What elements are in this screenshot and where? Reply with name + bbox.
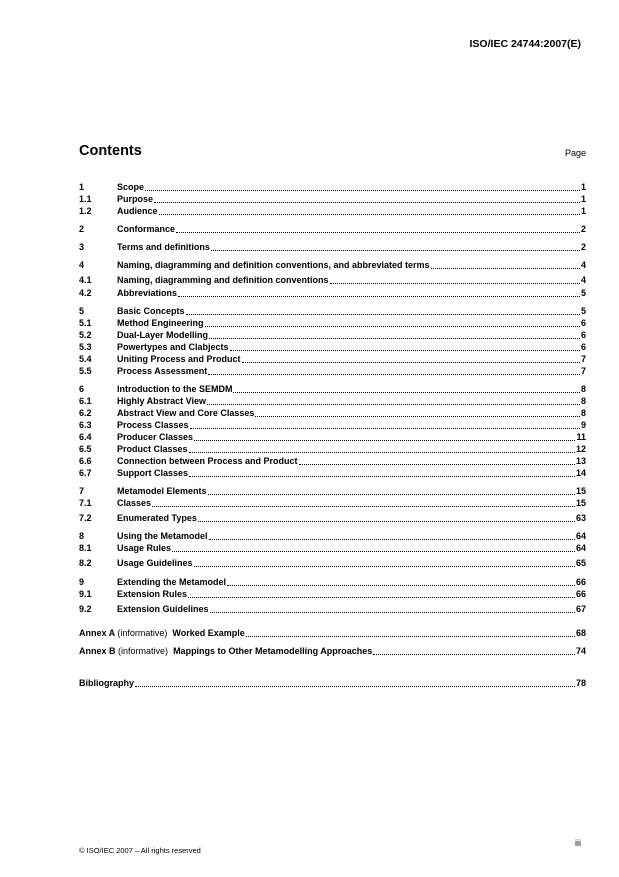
dot-leader: [188, 597, 575, 598]
toc-entry-page: 7: [580, 366, 586, 376]
toc-entry-number: 5: [79, 306, 85, 316]
dot-leader: [255, 416, 580, 417]
dot-leader: [246, 636, 575, 637]
annex-informative-note: (informative): [118, 646, 169, 656]
toc-entry-number: 9.1: [79, 589, 92, 599]
toc-entry[interactable]: [79, 443, 586, 455]
toc-entry-number: 6.3: [79, 420, 92, 430]
bibliography-entry[interactable]: [79, 677, 586, 689]
toc-entry-page: 4: [580, 260, 586, 270]
dot-leader: [152, 506, 575, 507]
toc-entry-number: 7: [79, 486, 85, 496]
toc-entry-title: Extending the Metamodel: [117, 577, 227, 587]
toc-entry[interactable]: [79, 241, 586, 253]
toc-entry-title: Usage Rules: [117, 543, 172, 553]
toc-entry-number: 6.6: [79, 456, 92, 466]
toc-entry-page: 6: [580, 318, 586, 328]
toc-entry[interactable]: [79, 530, 586, 542]
toc-entry-page: 5: [580, 288, 586, 298]
toc-entry-title: Product Classes: [117, 444, 188, 454]
toc-entry-page: 65: [575, 558, 586, 568]
toc-entry-number: 5.1: [79, 318, 92, 328]
toc-entry-page: 66: [575, 577, 586, 587]
page-column-label: Page: [564, 148, 586, 158]
toc-entry-number: 6: [79, 384, 85, 394]
dot-leader: [230, 350, 580, 351]
dot-leader: [189, 476, 575, 477]
dot-leader: [154, 202, 580, 203]
toc-entry-title: Method Engineering: [117, 318, 204, 328]
toc-entry-page: 15: [575, 498, 586, 508]
toc-entry-page: 64: [575, 531, 586, 541]
toc-entry[interactable]: [79, 383, 586, 395]
toc-entry-page: 8: [580, 384, 586, 394]
dot-leader: [209, 338, 580, 339]
toc-entry-title: Extension Guidelines: [117, 604, 209, 614]
toc-entry-page: 63: [575, 513, 586, 523]
toc-entry-number: 6.2: [79, 408, 92, 418]
toc-entry-title: Purpose: [117, 194, 154, 204]
toc-entry-page: 8: [580, 396, 586, 406]
toc-entry[interactable]: [79, 467, 586, 479]
toc-entry-page: 14: [575, 468, 586, 478]
toc-entry-number: 5.5: [79, 366, 92, 376]
toc-entry-title: Naming, diagramming and definition conventions: [117, 275, 329, 285]
toc-entry-page: 9: [580, 420, 586, 430]
toc-entry[interactable]: [79, 497, 586, 509]
contents-heading: Contents: [79, 143, 142, 159]
bibliography-page: 78: [575, 678, 586, 688]
toc-entry[interactable]: [79, 576, 586, 588]
annex-entry-title: [79, 646, 372, 657]
toc-entry-number: 6.7: [79, 468, 92, 478]
toc-entry-title: Support Classes: [117, 468, 189, 478]
toc-entry[interactable]: [79, 193, 586, 205]
toc-entry[interactable]: [79, 557, 586, 569]
dot-leader: [145, 190, 580, 191]
toc-entry-title: Scope: [117, 182, 145, 192]
toc-entry-number: 4.1: [79, 275, 92, 285]
toc-entry-number: 2: [79, 224, 85, 234]
toc-entry-number: 4.2: [79, 288, 92, 298]
toc-entry[interactable]: [79, 603, 586, 615]
dot-leader: [373, 654, 575, 655]
toc-entry-title: Classes: [117, 498, 152, 508]
toc-entry-number: 6.5: [79, 444, 92, 454]
dot-leader: [209, 539, 575, 540]
dot-leader: [207, 404, 580, 405]
toc-entry-page: 64: [575, 543, 586, 553]
toc-entry[interactable]: [79, 588, 586, 600]
dot-leader: [431, 268, 580, 269]
toc-entry-title: Using the Metamodel: [117, 531, 208, 541]
toc-entry-title: Basic Concepts: [117, 306, 185, 316]
dot-leader: [135, 686, 575, 687]
toc-entry[interactable]: [79, 259, 586, 271]
toc-entry[interactable]: [79, 274, 586, 286]
dot-leader: [159, 214, 580, 215]
toc-entry-number: 5.3: [79, 342, 92, 352]
page-number: iii: [575, 838, 581, 848]
toc-entry[interactable]: [79, 431, 586, 443]
toc-entry[interactable]: [79, 353, 586, 365]
toc-entry-page: 15: [575, 486, 586, 496]
toc-entry-number: 6.1: [79, 396, 92, 406]
annex-entry-page: 74: [575, 646, 586, 656]
toc-entry-title: Dual-Layer Modelling: [117, 330, 209, 340]
toc-entry-page: 7: [580, 354, 586, 364]
annex-title: Worked Example: [172, 628, 245, 638]
dot-leader: [242, 362, 580, 363]
dot-leader: [178, 296, 580, 297]
toc-entry-page: 66: [575, 589, 586, 599]
toc-entry-page: 67: [575, 604, 586, 614]
annex-prefix: Annex A: [79, 628, 115, 638]
toc-entry-title: Process Classes: [117, 420, 189, 430]
toc-entry[interactable]: [79, 542, 586, 554]
toc-entry-number: 7.1: [79, 498, 92, 508]
toc-entry-number: 8: [79, 531, 85, 541]
toc-entry-number: 1.1: [79, 194, 92, 204]
toc-entry-title: Abbreviations: [117, 288, 178, 298]
toc-entry[interactable]: [79, 181, 586, 193]
toc-entry[interactable]: [79, 317, 586, 329]
toc-entry-page: 8: [580, 408, 586, 418]
toc-entry-title: Terms and definitions: [117, 242, 210, 252]
toc-entry[interactable]: [79, 305, 586, 317]
annex-entry[interactable]: [79, 645, 586, 657]
toc-entry-number: 4: [79, 260, 85, 270]
dot-leader: [299, 464, 575, 465]
toc-entry-page: 5: [580, 306, 586, 316]
bibliography-title: Bibliography: [79, 678, 135, 688]
dot-leader: [172, 551, 575, 552]
dot-leader: [208, 374, 580, 375]
toc-entry[interactable]: [79, 512, 586, 524]
toc-entry-page: 1: [580, 194, 586, 204]
annex-prefix: Annex B: [79, 646, 116, 656]
toc-entry-number: 1.2: [79, 206, 92, 216]
dot-leader: [211, 250, 580, 251]
toc-entry-title: Producer Classes: [117, 432, 194, 442]
dot-leader: [208, 494, 575, 495]
toc-entry[interactable]: [79, 485, 586, 497]
toc-entry-number: 1: [79, 182, 85, 192]
toc-entry[interactable]: [79, 365, 586, 377]
dot-leader: [210, 612, 575, 613]
dot-leader: [189, 452, 575, 453]
dot-leader: [176, 232, 580, 233]
dot-leader: [233, 392, 580, 393]
toc-entry-title: Abstract View and Core Classes: [117, 408, 255, 418]
dot-leader: [205, 326, 580, 327]
dot-leader: [190, 428, 580, 429]
toc-entry[interactable]: [79, 455, 586, 467]
dot-leader: [227, 585, 575, 586]
toc-entry-page: 2: [580, 224, 586, 234]
toc-entry[interactable]: [79, 329, 586, 341]
toc-entry-page: 1: [580, 182, 586, 192]
toc-entry-number: 8.2: [79, 558, 92, 568]
toc-entry-page: 2: [580, 242, 586, 252]
dot-leader: [194, 440, 575, 441]
toc-entry-title: Metamodel Elements: [117, 486, 207, 496]
toc-entry-number: 6.4: [79, 432, 92, 442]
annex-informative-note: (informative): [117, 628, 168, 638]
copyright-footer: © ISO/IEC 2007 – All rights reserved: [79, 846, 201, 855]
toc-entry-number: 7.2: [79, 513, 92, 523]
dot-leader: [194, 566, 575, 567]
toc-entry-title: Connection between Process and Product: [117, 456, 298, 466]
toc-entry[interactable]: [79, 407, 586, 419]
toc-entry-page: 6: [580, 342, 586, 352]
toc-entry-page: 13: [575, 456, 586, 466]
toc-entry-page: 6: [580, 330, 586, 340]
toc-entry-title: Uniting Process and Product: [117, 354, 241, 364]
dot-leader: [330, 283, 580, 284]
annex-entry-page: 68: [575, 628, 586, 638]
toc-entry-title: Enumerated Types: [117, 513, 197, 523]
annex-entry[interactable]: [79, 627, 586, 639]
toc-entry-page: 11: [576, 432, 586, 442]
toc-entry-number: 5.2: [79, 330, 92, 340]
annex-entry-title: [79, 628, 245, 639]
toc-entry-title: Process Assessment: [117, 366, 208, 376]
toc-entry-number: 8.1: [79, 543, 92, 553]
toc-entry[interactable]: [79, 205, 586, 217]
toc-entry-title: Usage Guidelines: [117, 558, 193, 568]
toc-entry[interactable]: [79, 419, 586, 431]
toc-entry-number: 9: [79, 577, 85, 587]
toc-entry[interactable]: [79, 223, 586, 235]
toc-entry-title: Audience: [117, 206, 158, 216]
annex-title: Mappings to Other Metamodelling Approaches: [173, 646, 373, 656]
toc-entry-title: Introduction to the SEMDM: [117, 384, 233, 394]
toc-entry-title: Powertypes and Clabjects: [117, 342, 229, 352]
toc-entry[interactable]: [79, 395, 586, 407]
dot-leader: [198, 521, 575, 522]
dot-leader: [186, 314, 580, 315]
toc-entry-title: Conformance: [117, 224, 176, 234]
toc-entry-number: 3: [79, 242, 85, 252]
toc-entry-title: Highly Abstract View: [117, 396, 207, 406]
toc-entry-page: 1: [580, 206, 586, 216]
toc-entry[interactable]: [79, 341, 586, 353]
toc-entry-number: 9.2: [79, 604, 92, 614]
toc-entry-title: Naming, diagramming and definition conventions, and abbreviated terms: [117, 260, 430, 270]
toc-entry[interactable]: [79, 287, 586, 299]
toc-entry-page: 4: [580, 275, 586, 285]
toc-entry-number: 5.4: [79, 354, 92, 364]
toc-entry-title: Extension Rules: [117, 589, 188, 599]
document-id-header: ISO/IEC 24744:2007(E): [469, 38, 581, 50]
toc-entry-page: 12: [575, 444, 586, 454]
